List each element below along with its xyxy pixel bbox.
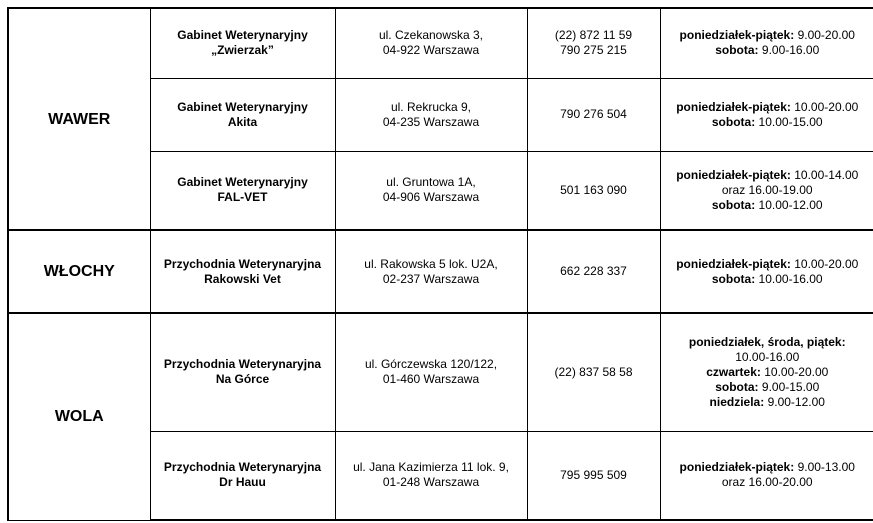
- hours-value: 10.00-12.00: [755, 197, 823, 212]
- hours-label: poniedziałek-piątek:: [676, 167, 791, 182]
- district-cell: WOLA: [8, 313, 150, 520]
- clinic-name-line: Przychodnia Weterynaryjna: [163, 460, 322, 475]
- hours-value: 9.00-13.00: [794, 460, 855, 475]
- address-cell: [335, 78, 527, 151]
- clinic-name-cell: [150, 431, 335, 520]
- hours-value: 10.00-20.00: [790, 256, 859, 271]
- hours-value: 9.00-20.00: [794, 28, 855, 43]
- phone-cell: [527, 151, 660, 230]
- address-line: 01-248 Warszawa: [382, 475, 480, 490]
- hours-value: 9.00-15.00: [758, 379, 820, 394]
- phone-cell: [527, 8, 660, 78]
- hours-line: [665, 168, 871, 183]
- hours-cell: [660, 78, 873, 151]
- address-line: 04-906 Warszawa: [382, 190, 480, 205]
- address-line: ul. Czekanowska 3,: [378, 28, 484, 43]
- hours-label: niedziela:: [709, 394, 765, 409]
- hours-line: [665, 350, 871, 365]
- clinic-name-line: „Zwierzak”: [211, 43, 274, 58]
- hours-value: 9.00-12.00: [764, 394, 825, 409]
- hours-value: 10.00-16.00: [755, 271, 823, 286]
- phone-number: 790 275 215: [560, 43, 627, 58]
- address-line: ul. Gruntowa 1A,: [386, 175, 476, 190]
- clinic-name-line: Przychodnia Weterynaryjna: [163, 256, 322, 271]
- hours-label: sobota:: [711, 197, 756, 212]
- hours-label: poniedziałek-piątek:: [676, 256, 791, 271]
- hours-label: sobota:: [711, 114, 756, 129]
- table-row: [8, 313, 873, 431]
- phone-number: 790 276 504: [560, 107, 627, 121]
- hours-label: czwartek:: [706, 364, 761, 379]
- phone-number: 795 995 509: [560, 467, 627, 482]
- district-cell: WAWER: [8, 8, 150, 230]
- clinic-name-cell: [150, 78, 335, 151]
- hours-value: 10.00-16.00: [735, 349, 800, 364]
- hours-cell: [660, 313, 873, 431]
- clinic-name-line: Rakowski Vet: [204, 271, 281, 286]
- address-line: 04-235 Warszawa: [382, 114, 480, 129]
- hours-line: [665, 257, 871, 272]
- table-row: [8, 230, 873, 313]
- hours-value: 10.00-20.00: [790, 99, 859, 114]
- address-line: ul. Jana Kazimierza 11 lok. 9,: [353, 460, 509, 475]
- clinic-name-line: Gabinet Weterynaryjny: [177, 28, 308, 43]
- clinic-name-line: Gabinet Weterynaryjny: [177, 99, 308, 114]
- phone-number: 662 228 337: [560, 264, 627, 278]
- clinic-name-line: Gabinet Weterynaryjny: [177, 175, 308, 190]
- hours-line: [665, 395, 871, 410]
- hours-label: sobota:: [715, 43, 759, 58]
- hours-line: [665, 100, 871, 115]
- hours-label: poniedziałek-piątek:: [676, 99, 791, 114]
- address-cell: [335, 431, 527, 520]
- clinic-name-line: Na Górce: [215, 372, 270, 387]
- phone-cell: [527, 230, 660, 313]
- hours-label: poniedziałek, środa, piątek:: [688, 334, 846, 349]
- hours-value: oraz 16.00-20.00: [721, 475, 813, 490]
- phone-number: 501 163 090: [560, 182, 627, 197]
- address-cell: [335, 230, 527, 313]
- hours-cell: [660, 8, 873, 78]
- hours-value: 9.00-16.00: [758, 43, 820, 58]
- hours-cell: [660, 230, 873, 313]
- phone-number: (22) 837 58 58: [554, 364, 633, 379]
- hours-line: [665, 28, 871, 43]
- hours-line: [665, 43, 871, 58]
- clinic-name-cell: [150, 313, 335, 431]
- clinic-name-cell: [150, 8, 335, 78]
- hours-line: [665, 365, 871, 380]
- hours-line: [665, 272, 871, 287]
- clinic-name-cell: [150, 151, 335, 230]
- hours-line: [665, 475, 871, 490]
- table-row: [8, 8, 873, 78]
- district-cell: WŁOCHY: [8, 230, 150, 313]
- hours-value: 10.00-14.00: [790, 167, 859, 182]
- clinic-name-line: Przychodnia Weterynaryjna: [163, 357, 322, 372]
- hours-label: poniedziałek-piątek:: [679, 28, 795, 43]
- hours-value: oraz 16.00-19.00: [721, 182, 813, 197]
- address-line: ul. Górczewska 120/122,: [364, 357, 498, 372]
- address-line: 04-922 Warszawa: [382, 43, 480, 58]
- phone-cell: [527, 313, 660, 431]
- hours-cell: [660, 431, 873, 520]
- clinic-name-line: FAL-VET: [217, 190, 268, 205]
- hours-line: [665, 183, 871, 198]
- address-line: 02-237 Warszawa: [382, 271, 480, 286]
- phone-cell: [527, 431, 660, 520]
- hours-label: poniedziałek-piątek:: [679, 460, 795, 475]
- hours-cell: [660, 151, 873, 230]
- address-line: 01-460 Warszawa: [382, 372, 480, 387]
- address-cell: [335, 151, 527, 230]
- clinic-name-cell: [150, 230, 335, 313]
- address-line: ul. Rakowska 5 lok. U2A,: [364, 256, 498, 271]
- hours-value: 10.00-20.00: [760, 364, 829, 379]
- clinic-name-line: Dr Hauu: [219, 475, 266, 490]
- address-cell: [335, 313, 527, 431]
- hours-label: sobota:: [711, 271, 756, 286]
- hours-line: [665, 335, 871, 350]
- phone-cell: [527, 78, 660, 151]
- hours-line: [665, 460, 871, 475]
- hours-label: sobota:: [715, 379, 759, 394]
- hours-line: [665, 380, 871, 395]
- vet-clinics-table: [7, 7, 873, 521]
- hours-value: 10.00-15.00: [755, 114, 823, 129]
- phone-number: (22) 872 11 59: [554, 28, 633, 43]
- hours-line: [665, 198, 871, 213]
- address-cell: [335, 8, 527, 78]
- hours-line: [665, 115, 871, 130]
- clinic-name-line: Akita: [227, 114, 258, 129]
- address-line: ul. Rekrucka 9,: [390, 99, 472, 114]
